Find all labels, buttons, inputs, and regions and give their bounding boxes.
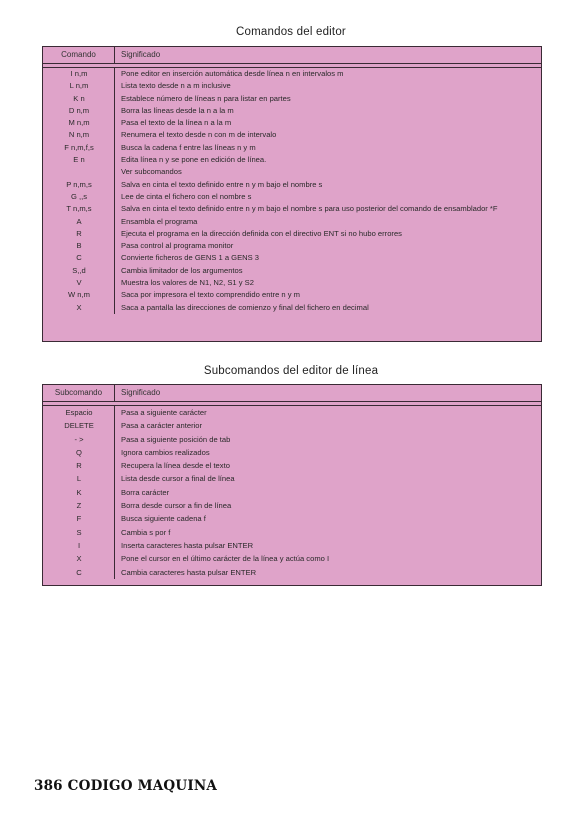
command-cell: X [76,302,82,312]
command-cell: T n,m,s [66,204,92,214]
meaning-cell: Borra las líneas desde la n a la m [121,105,234,115]
column-header-subcommand: Subcomando [43,385,115,401]
command-cell: M n,m [68,118,90,128]
page-footer: 386 CODIGO MAQUINA [34,778,218,794]
meaning-cell: Borra carácter [121,487,170,497]
table-row [43,277,541,289]
table-row [43,552,541,565]
meaning-cell: Cambia limitador de los argumentos [121,265,243,275]
command-cell: P n,m,s [66,179,92,189]
command-cell: L n,m [69,81,89,91]
meaning-cell: Lista desde cursor a final de línea [121,474,235,484]
meaning-cell: Ensambla el programa [121,216,198,226]
meaning-cell: Pone el cursor en el último carácter de la línea y actúa como I [121,554,330,564]
command-cell: G ,,s [70,191,88,201]
command-cell: N n,m [68,130,90,140]
table-header [43,385,541,402]
command-cell: A [76,216,82,226]
meaning-cell: Muestra los valores de N1, N2, S1 y S2 [121,278,254,288]
command-cell: K n [73,93,85,103]
table-row [43,486,541,499]
table-row [43,166,541,178]
meaning-cell: Cambia s por f [121,527,171,537]
meaning-cell: Pasa a siguiente carácter [121,408,207,417]
command-cell: R [76,461,82,471]
table-row [43,265,541,277]
table-row [43,240,541,252]
command-cell: S,,d [72,265,86,275]
meaning-cell: Ignora cambios realizados [121,447,210,457]
meaning-cell: Ver subcomandos [121,167,182,177]
command-cell: I n,m [70,69,88,78]
table-header [43,47,541,64]
table-row [43,117,541,129]
meaning-cell: Busca siguiente cadena f [121,514,206,524]
meaning-cell: Pasa a carácter anterior [121,421,203,431]
table-row [43,499,541,512]
table-row [43,419,541,432]
command-cell: W n,m [68,290,90,300]
meaning-cell: Cambia caracteres hasta pulsar ENTER [121,567,257,577]
command-cell: B [76,241,82,251]
command-cell: - > [74,434,84,444]
command-cell [43,166,115,178]
command-cell: K [76,487,82,497]
table-row [43,446,541,459]
line-editor-subcommands-title: Subcomandos del editor de línea [203,365,379,377]
table-row [43,80,541,92]
table-row [43,566,541,579]
command-cell: E n [73,155,85,165]
table-row [43,93,541,105]
table-row [43,433,541,446]
meaning-cell: Edita línea n y se pone en edición de línea. [121,155,267,165]
table-row [43,228,541,240]
command-cell: Q [76,447,82,457]
meaning-cell: Renumera el texto desde n con m de intervalo [121,130,277,140]
command-cell: F n,m,f,s [64,142,94,152]
column-header-command: Comando [43,47,115,63]
meaning-cell: Borra desde cursor a fin de línea [121,501,232,511]
meaning-cell: Convierte ficheros de GENS 1 a GENS 3 [121,253,260,263]
command-cell: L [76,474,82,484]
table-row [43,179,541,191]
meaning-cell: Establece número de líneas n para listar en partes [121,93,291,103]
meaning-cell: Inserta caracteres hasta pulsar ENTER [121,540,254,550]
command-cell: I [77,540,81,550]
table-row [43,154,541,166]
meaning-cell: Ejecuta el programa en la dirección definida con el directivo ENT si no hubo errores [121,228,402,238]
table-row [43,472,541,485]
meaning-cell: Lee de cinta el fichero con el nombre s [121,191,252,201]
command-cell: C [76,253,82,263]
meaning-cell: Pasa el texto de la línea n a la m [121,118,232,128]
table-row [43,302,541,314]
table-row [43,105,541,117]
editor-commands-table [42,46,542,342]
table-row [43,289,541,301]
table-row [43,129,541,141]
table-row [43,68,541,80]
line-editor-subcommands-table [42,384,542,586]
meaning-cell: Lista texto desde n a m inclusive [121,81,231,91]
table-body [43,406,541,579]
column-header-meaning: Significado [121,50,161,59]
meaning-cell: Salva en cinta el texto definido entre n y m bajo el nombre s para uso posterior del comando de ensamblador *F [121,204,498,214]
table-row [43,142,541,154]
meaning-cell: Saca a pantalla las direcciones de comienzo y final del fichero en decimal [121,302,369,312]
command-cell: D n,m [68,105,90,115]
table-row [43,191,541,203]
command-cell: Z [76,501,82,511]
command-cell: F [76,514,82,524]
command-cell: DELETE [64,421,94,431]
command-cell: X [76,554,82,564]
meaning-cell: Busca la cadena f entre las líneas n y m [121,142,256,152]
command-cell: V [76,278,82,288]
editor-commands-title: Comandos del editor [236,26,346,38]
table-row [43,252,541,264]
table-row [43,526,541,539]
table-row [43,459,541,472]
meaning-cell: Pasa a siguiente posición de tab [121,434,231,444]
command-cell: S [76,527,82,537]
table-row [43,406,541,419]
meaning-cell: Saca por impresora el texto comprendido entre n y m [121,290,300,300]
meaning-cell: Pasa control al programa monitor [121,241,234,251]
meaning-cell: Pone editor en inserción automática desde línea n en intervalos m [121,69,344,78]
table-body [43,68,541,314]
meaning-cell: Recupera la línea desde el texto [121,461,230,471]
command-cell: C [76,567,82,577]
command-cell: R [76,228,82,238]
table-row [43,539,541,552]
column-header-meaning: Significado [121,388,161,397]
meaning-cell: Salva en cinta el texto definido entre n y m bajo el nombre s [121,179,323,189]
command-cell: Espacio [65,408,93,417]
table-row [43,512,541,525]
table-row [43,216,541,228]
table-row [43,203,541,215]
